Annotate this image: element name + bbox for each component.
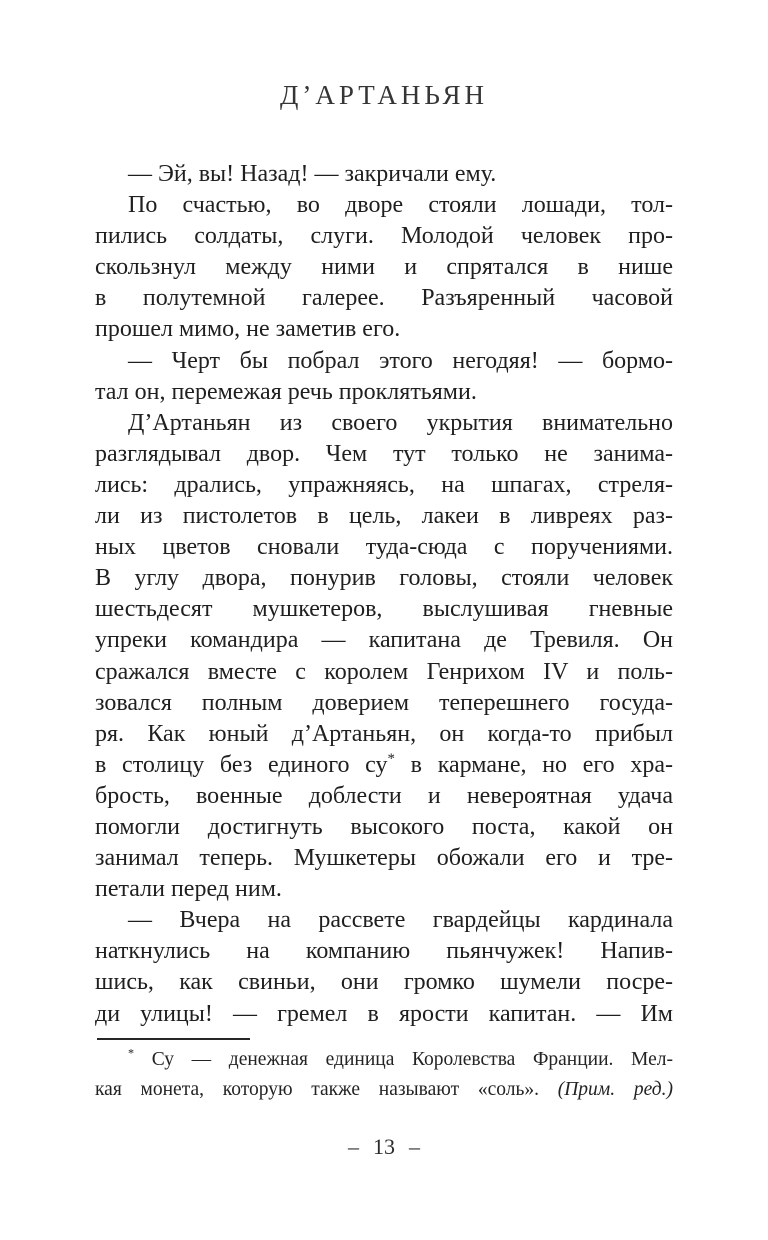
text-line xyxy=(95,999,673,1030)
text-line xyxy=(95,781,673,812)
text-line xyxy=(95,159,673,190)
text-segment: — Вчера на рассвете гвардейцы кардинала xyxy=(128,907,673,934)
text-line xyxy=(95,1075,673,1105)
text-line xyxy=(95,719,673,750)
text-line xyxy=(95,1045,673,1075)
text-segment: зовался полным доверием теперешнего госуда- xyxy=(95,689,673,716)
text-line xyxy=(95,905,673,936)
text-line xyxy=(95,967,673,998)
text-segment: скользнул между ними и спрятался в нише xyxy=(95,254,673,281)
text-segment: в столицу без единого су xyxy=(95,751,388,778)
text-segment: петали перед ним. xyxy=(95,876,282,903)
text-segment: брость, военные доблести и невероятная удача xyxy=(95,782,673,809)
body-text xyxy=(95,159,673,1030)
text-line xyxy=(95,532,673,563)
text-segment: лись: дрались, упражняясь, на шпагах, стреля- xyxy=(95,471,673,498)
text-segment: Су — денежная единица Королевства Франции. Мел- xyxy=(134,1049,673,1070)
text-segment: шись, как свиньи, они громко шумели посре- xyxy=(95,969,673,996)
text-line xyxy=(95,221,673,252)
footnote-marker: * xyxy=(387,750,395,767)
text-segment: ря. Как юный д’Артаньян, он когда-то прибыл xyxy=(95,720,673,747)
text-segment: занимал теперь. Мушкетеры обожали его и тре- xyxy=(95,845,673,872)
footnote-marker: * xyxy=(128,1046,135,1061)
text-segment: шестьдесят мушкетеров, выслушивая гневные xyxy=(95,596,673,623)
text-line xyxy=(95,750,673,781)
text-line xyxy=(95,377,673,408)
text-line xyxy=(95,657,673,688)
text-line xyxy=(95,874,673,905)
text-segment: в кармане, но его хра- xyxy=(394,751,674,778)
text-segment: тал он, перемежая речь проклятьями. xyxy=(95,378,477,405)
text-line xyxy=(95,252,673,283)
text-segment: упреки командира — капитана де Тревиля. Он xyxy=(95,627,673,654)
footnote-divider xyxy=(97,1038,250,1040)
text-segment: кая монета, которую также называют «соль». xyxy=(95,1078,558,1100)
text-segment: наткнулись на компанию пьянчужек! Напив- xyxy=(95,938,673,965)
text-segment: — Эй, вы! Назад! — закричали ему. xyxy=(128,161,497,187)
text-line xyxy=(95,843,673,874)
text-segment: сражался вместе с королем Генрихом IV и поль- xyxy=(95,658,673,685)
text-segment: пились солдаты, слуги. Молодой человек про- xyxy=(95,223,673,250)
text-segment: ных цветов сновали туда-сюда с поручениями. xyxy=(95,534,673,561)
text-line xyxy=(95,594,673,625)
italic-text: (Прим. ред.) xyxy=(557,1078,673,1100)
page-number xyxy=(0,1134,768,1160)
text-line xyxy=(95,812,673,843)
text-segment: — Черт бы побрал этого негодяя! — бормо- xyxy=(128,347,673,374)
text-line xyxy=(95,563,673,594)
text-segment: ли из пистолетов в цель, лакеи в ливреях раз- xyxy=(95,503,673,530)
text-segment: ди улицы! — гремел в ярости капитан. — Им xyxy=(95,1000,673,1027)
text-line xyxy=(95,470,673,501)
text-segment: в полутемной галерее. Разъяренный часовой xyxy=(95,285,673,312)
text-line xyxy=(95,190,673,221)
text-line xyxy=(95,346,673,377)
text-line xyxy=(95,625,673,656)
text-line xyxy=(95,439,673,470)
text-line xyxy=(95,688,673,719)
chapter-title: Д’АРТАНЬЯН xyxy=(280,80,488,110)
text-segment: Д’Артаньян из своего укрытия внимательно xyxy=(128,409,673,436)
page-number-left-dash: – xyxy=(348,1134,359,1159)
text-line xyxy=(95,408,673,439)
text-segment: По счастью, во дворе стояли лошади, тол- xyxy=(128,192,673,219)
text-segment: разглядывал двор. Чем тут только не занима- xyxy=(95,440,673,467)
text-line xyxy=(95,283,673,314)
page-number-right-dash: – xyxy=(409,1134,420,1159)
text-segment: помогли достигнуть высокого поста, какой он xyxy=(95,813,673,840)
text-segment: В углу двора, понурив головы, стояли человек xyxy=(95,565,673,592)
footnote xyxy=(95,1038,673,1104)
page-number-value: 13 xyxy=(373,1134,395,1159)
text-line xyxy=(95,936,673,967)
text-line xyxy=(95,501,673,532)
text-segment: прошел мимо, не заметив его. xyxy=(95,316,401,343)
text-line xyxy=(95,314,673,345)
footnote-text xyxy=(95,1045,673,1104)
